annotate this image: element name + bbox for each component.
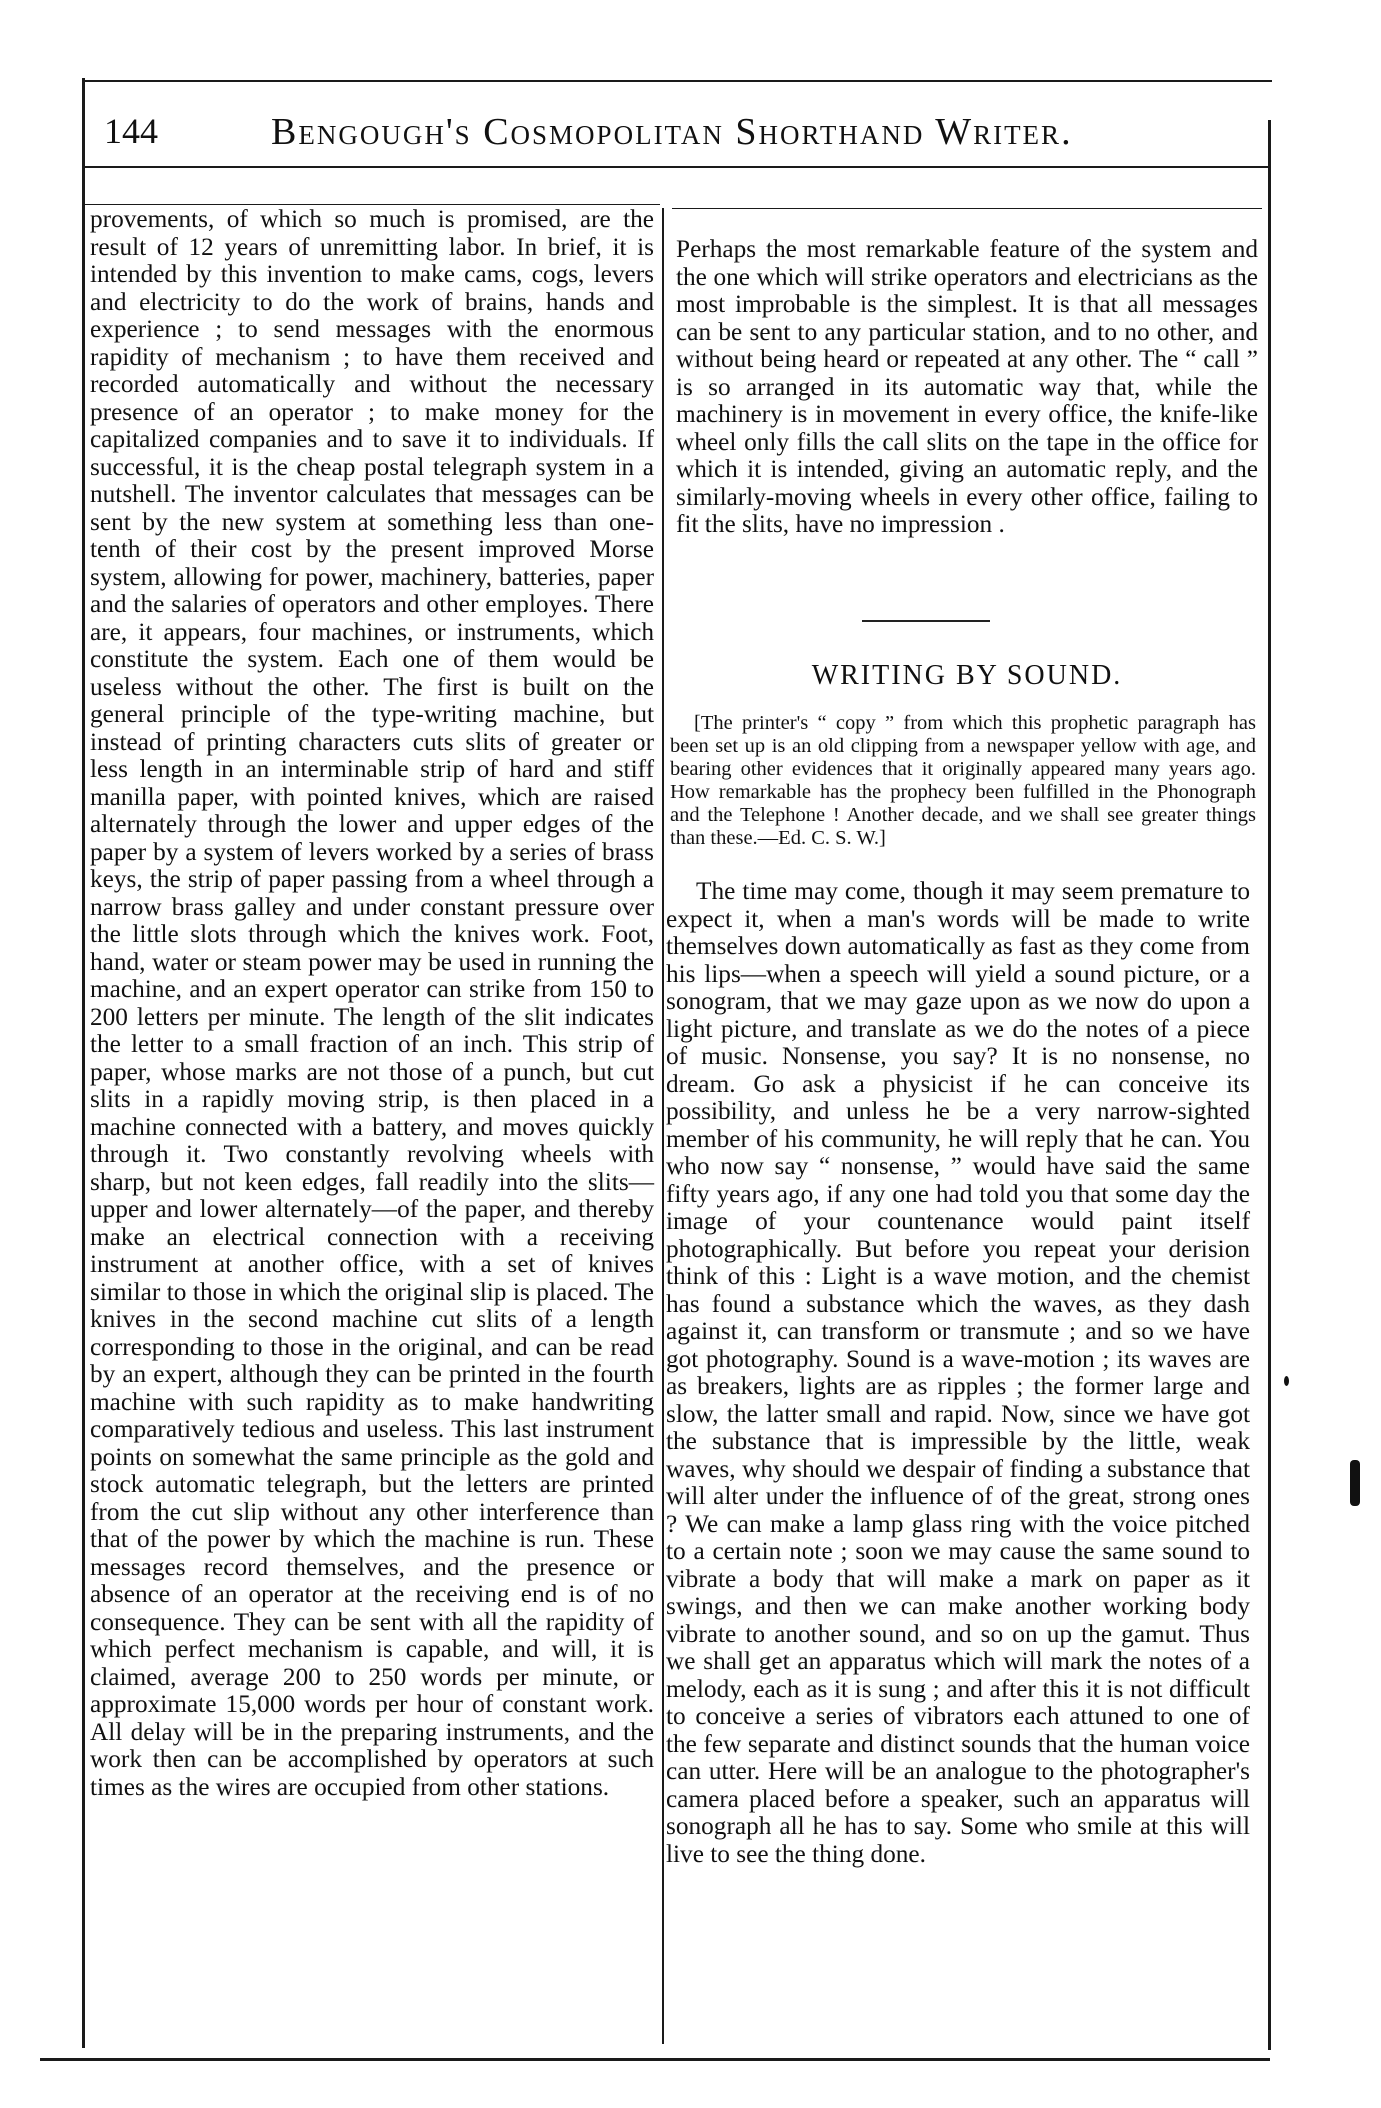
margin-mark	[1284, 1376, 1289, 1386]
section-separator	[862, 620, 990, 622]
margin-mark	[1350, 1460, 1360, 1506]
section-title: WRITING BY SOUND.	[811, 660, 1123, 691]
page-header	[96, 100, 1266, 164]
left-column	[90, 206, 654, 1801]
frame-left-rule	[82, 78, 85, 2048]
section-body-text: The time may come, though it may seem premature to expect it, when a man's words will be made to write themselves down automatically as fast as they come from his lips—when a speech will yield a sound picture, or a sonogram, that we may gaze upon as we now do upon a light picture, and translate as we do the notes of a piece of music. Nonsense, you say? It is no nonsense, no dream. Go ask a physicist if he can conceive its possibility, and unless he be a very narrow-sighted member of his community, he will reply that he can. You who now say “ nonsense, ” would have said the same fifty years ago, if any one had told you that some day the image of your countenance would paint itself photographically. But before you repeat your derision think of this : Light is a wave motion, and the chemist has found a substance which the waves, as they dash against it, can transform or transmute ; and so we have got photography. Sound is a wave-motion ; its waves are as breakers, lights are as ripples ; the former large and slow, the latter small and rapid. Now, since we have got the substance that is impressible by the little, weak waves, why should we despair of finding a substance that will alter under the influence of of the great, strong ones ? We can make a lamp glass ring with the voice pitched to a certain note ; soon we may cause the same sound to vibrate a body that will make a mark on paper as it swings, and then we can make another working body vibrate to another sound, and so on up the gamut. Thus we shall get an apparatus which will mark the notes of a melody, each as it is sung ; and after this it is not difficult to conceive a series of vibrators each attuned to one of the few separate and distinct sounds that the human voice can utter. Here will be an analogue to the photographer's camera placed before a speaker, such an apparatus will sonograph all he has to say. Some who smile at this will live to see the thing done.	[666, 877, 1250, 1868]
page-number: 144	[104, 111, 158, 151]
left-column-text: provements, of which so much is promised, are the result of 12 years of unremitting labor. In brief, it is intended by this invention to make cams, cogs, levers and electricity to do the work of brains, hands and experience ; to send messages with the enormous rapidity of mechanism ; to have them received and recorded automatically and without the necessary presence of an operator ; to make money for the capitalized companies and to save it to individuals. If successful, it is the cheap postal telegraph system in a nutshell. The inventor calculates that messages can be sent by the new system at something less than one-tenth of their cost by the present improved Morse system, allowing for power, machinery, batteries, paper and the salaries of operators and other employes. There are, it appears, four machines, or instruments, which constitute the system. Each one of them would be useless without the other. The first is built on the general principle of the type-writing machine, but instead of printing characters cuts slits of greater or less length in an interminable strip of hard and stiff manilla paper, with pointed knives, which are raised alternately through the lower and upper edges of the paper by a system of levers worked by a series of brass keys, the strip of paper passing from a wheel through a narrow brass galley and under constant pressure over the little slots through which the knives work. Foot, hand, water or steam power may be used in running the machine, and an expert operator can strike from 150 to 200 letters per minute. The length of the slit indicates the letter to a small fraction of an inch. This strip of paper, whose marks are not those of a punch, but cut slits in a rapidly moving strip, is then placed in a machine connected with a battery, and moves quickly through it. Two constantly revolving wheels with sharp, but not keen edges, fall readily into the slits—upper and lower alternately—of the paper, and thereby make an electrical connection with a receiving instrument at another office, with a set of knives similar to those in which the original slip is placed. The knives in the second machine cut slits of a length corresponding to those in the original, and can be read by an expert, although they can be printed in the fourth machine with such rapidity as to make handwriting comparatively tedious and useless. This last instrument points on somewhat the same principle as the gold and stock automatic telegraph, but the letters are printed from the cut slip without any other interference than that of the power by which the machine is run. These messages record themselves, and the presence or absence of an operator at the receiving end is of no consequence. They can be sent with all the rapidity of which perfect mechanism is capable, and will, it is claimed, average 200 to 250 words per minute, or approximate 15,000 words per hour of constant work. All delay will be in the preparing instruments, and the work then can be accomplished by operators at such times as the wires are occupied from other stations.	[90, 205, 654, 1801]
frame-right-rule	[1268, 120, 1271, 2050]
header-rule	[84, 166, 1268, 168]
column-divider	[662, 208, 664, 2044]
editor-note-text: [The printer's “ copy ” from which this prophetic paragraph has been set up is an old clipping from a newspaper yellow with age, and bearing other evidences that it originally appeared many years ago. How remarkable has the prophecy been fulfilled in the Phonograph and the Telephone ! Another decade, and we shall see greater things than these.—Ed. C. S. W.]	[670, 712, 1256, 849]
running-title: Bengough's Cosmopolitan Shorthand Writer.	[271, 111, 1073, 153]
frame-bottom-rule	[40, 2058, 1270, 2061]
right-column-top-rule	[672, 208, 1262, 209]
editor-note	[670, 712, 1256, 850]
frame-top-rule	[82, 80, 1272, 82]
right-column-continuation	[676, 236, 1258, 539]
section-body	[666, 878, 1250, 1868]
right-column-top-text: Perhaps the most remarkable feature of the system and the one which will strike operators and electricians as the most improbable is the simplest. It is that all messages can be sent to any particular station, and to no other, and without being heard or repeated at any other. The “ call ” is so arranged in its automatic way that, while the machinery is in movement in every office, the knife-like wheel only fills the call slits on the tape in the office for which it is intended, giving an automatic reply, and the similarly-moving wheels in every other office, failing to fit the slits, have no impression .	[676, 235, 1258, 538]
